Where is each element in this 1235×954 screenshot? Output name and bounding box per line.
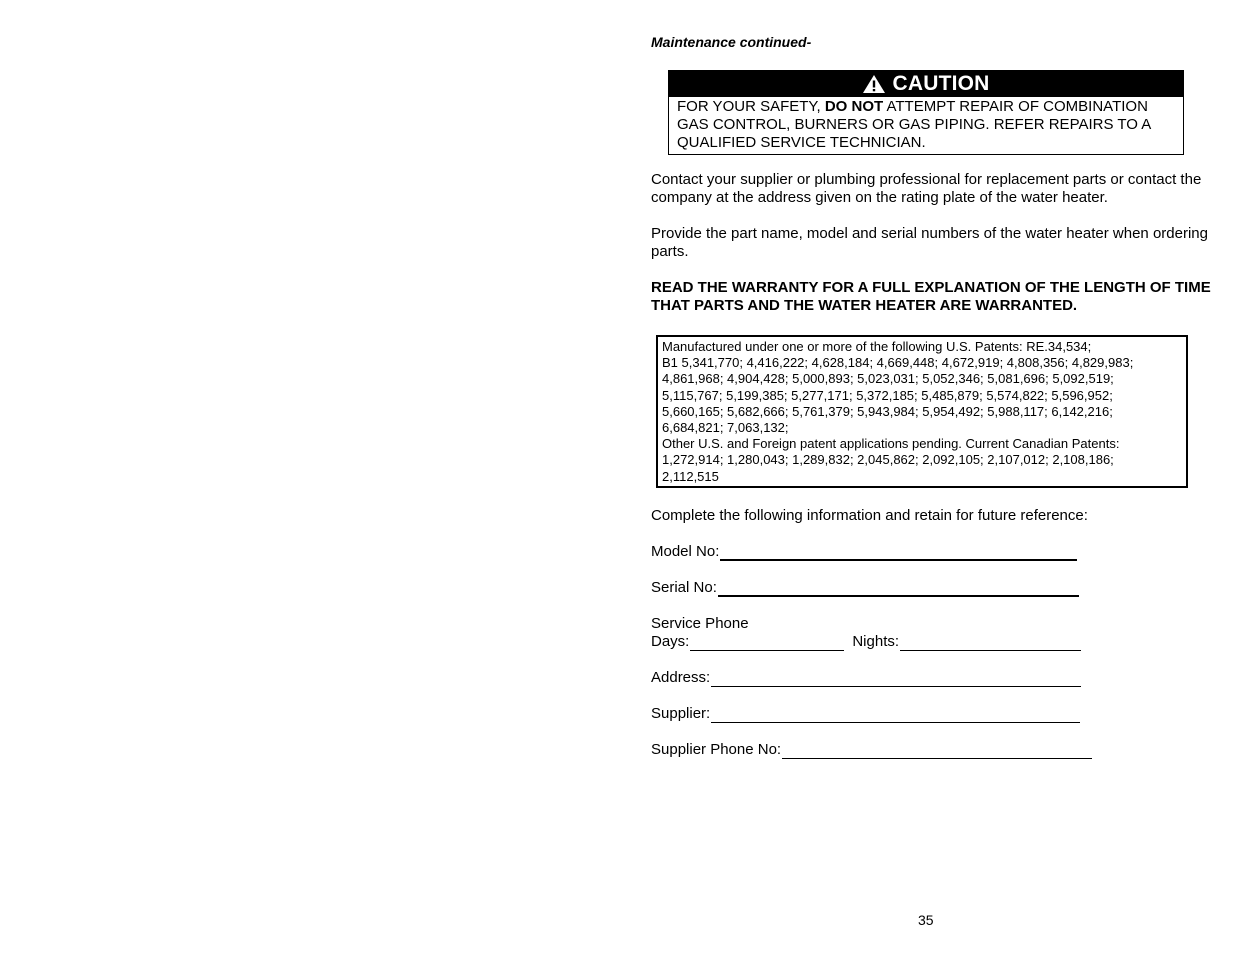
caution-text-prefix: FOR YOUR SAFETY, bbox=[677, 98, 825, 115]
section-header: Maintenance continued- bbox=[651, 34, 812, 50]
model-field bbox=[651, 543, 1077, 561]
model-label: Model No: bbox=[651, 543, 720, 560]
patents-line: 2,112,515 bbox=[662, 468, 719, 484]
patents-line: B1 5,341,770; 4,416,222; 4,628,184; 4,669,448; 4,672,919; 4,808,356; 4,829,983; bbox=[662, 355, 1134, 371]
contact-paragraph: Contact your supplier or plumbing professional for replacement parts or contact the company at the address given on the rating plate of the water heater. bbox=[651, 171, 1202, 206]
form-intro: Complete the following information and retain for future reference: bbox=[651, 507, 1088, 524]
provide-paragraph: Provide the part name, model and serial numbers of the water heater when ordering parts. bbox=[651, 225, 1208, 260]
supplier-label: Supplier: bbox=[651, 705, 711, 722]
warning-triangle-icon bbox=[862, 74, 886, 94]
supplier-phone-field bbox=[651, 741, 1092, 759]
caution-title: CAUTION bbox=[892, 72, 990, 95]
nights-label: Nights: bbox=[852, 633, 900, 650]
days-label: Days: bbox=[651, 633, 690, 650]
model-line[interactable] bbox=[720, 544, 1077, 561]
patents-line: 5,115,767; 5,199,385; 5,277,171; 5,372,185; 5,485,879; 5,574,822; 5,596,952; bbox=[662, 387, 1113, 403]
warranty-notice: READ THE WARRANTY FOR A FULL EXPLANATION OF THE LENGTH OF TIME THAT PARTS AND THE WATER HEATER ARE WARRANTED. bbox=[651, 279, 1211, 314]
address-line[interactable] bbox=[711, 671, 1081, 687]
caution-text bbox=[669, 97, 1183, 154]
patents-line: Manufactured under one or more of the following U.S. Patents: RE.34,534; bbox=[662, 339, 1092, 354]
supplier-field bbox=[651, 705, 1080, 723]
address-label: Address: bbox=[651, 669, 711, 686]
service-phone-label: Service Phone bbox=[651, 615, 749, 632]
patents-line: 6,684,821; 7,063,132; bbox=[662, 420, 789, 436]
patents-line: 4,861,968; 4,904,428; 5,000,893; 5,023,031; 5,052,346; 5,081,696; 5,092,519; bbox=[662, 371, 1114, 387]
caution-text-bold: DO NOT bbox=[824, 98, 884, 115]
patents-line: 5,660,165; 5,682,666; 5,761,379; 5,943,984; 5,954,492; 5,988,117; 6,142,216; bbox=[662, 403, 1113, 419]
serial-field bbox=[651, 579, 1079, 597]
caution-title-bar bbox=[669, 71, 1183, 97]
patents-line: Other U.S. and Foreign patent applications pending. Current Canadian Patents: bbox=[662, 436, 1120, 452]
page-number: 35 bbox=[918, 912, 934, 928]
supplier-phone-line[interactable] bbox=[782, 743, 1092, 759]
caution-text-suffix: ATTEMPT REPAIR OF COMBINATION GAS CONTROL, BURNERS OR GAS PIPING. REFER REPAIRS TO A QUALIFIED SERVICE TECHNICIAN. bbox=[677, 98, 1151, 151]
patents-line: 1,272,914; 1,280,043; 1,289,832; 2,045,862; 2,092,105; 2,107,012; 2,108,186; bbox=[662, 452, 1114, 468]
supplier-line[interactable] bbox=[711, 707, 1080, 723]
serial-label: Serial No: bbox=[651, 579, 717, 596]
service-phone-field bbox=[651, 633, 1081, 651]
patents-box bbox=[656, 335, 1188, 488]
serial-line[interactable] bbox=[718, 580, 1079, 597]
address-field bbox=[651, 669, 1081, 687]
supplier-phone-label: Supplier Phone No: bbox=[651, 741, 782, 758]
caution-box bbox=[668, 70, 1184, 155]
days-line[interactable] bbox=[690, 635, 844, 651]
nights-line[interactable] bbox=[900, 635, 1081, 651]
